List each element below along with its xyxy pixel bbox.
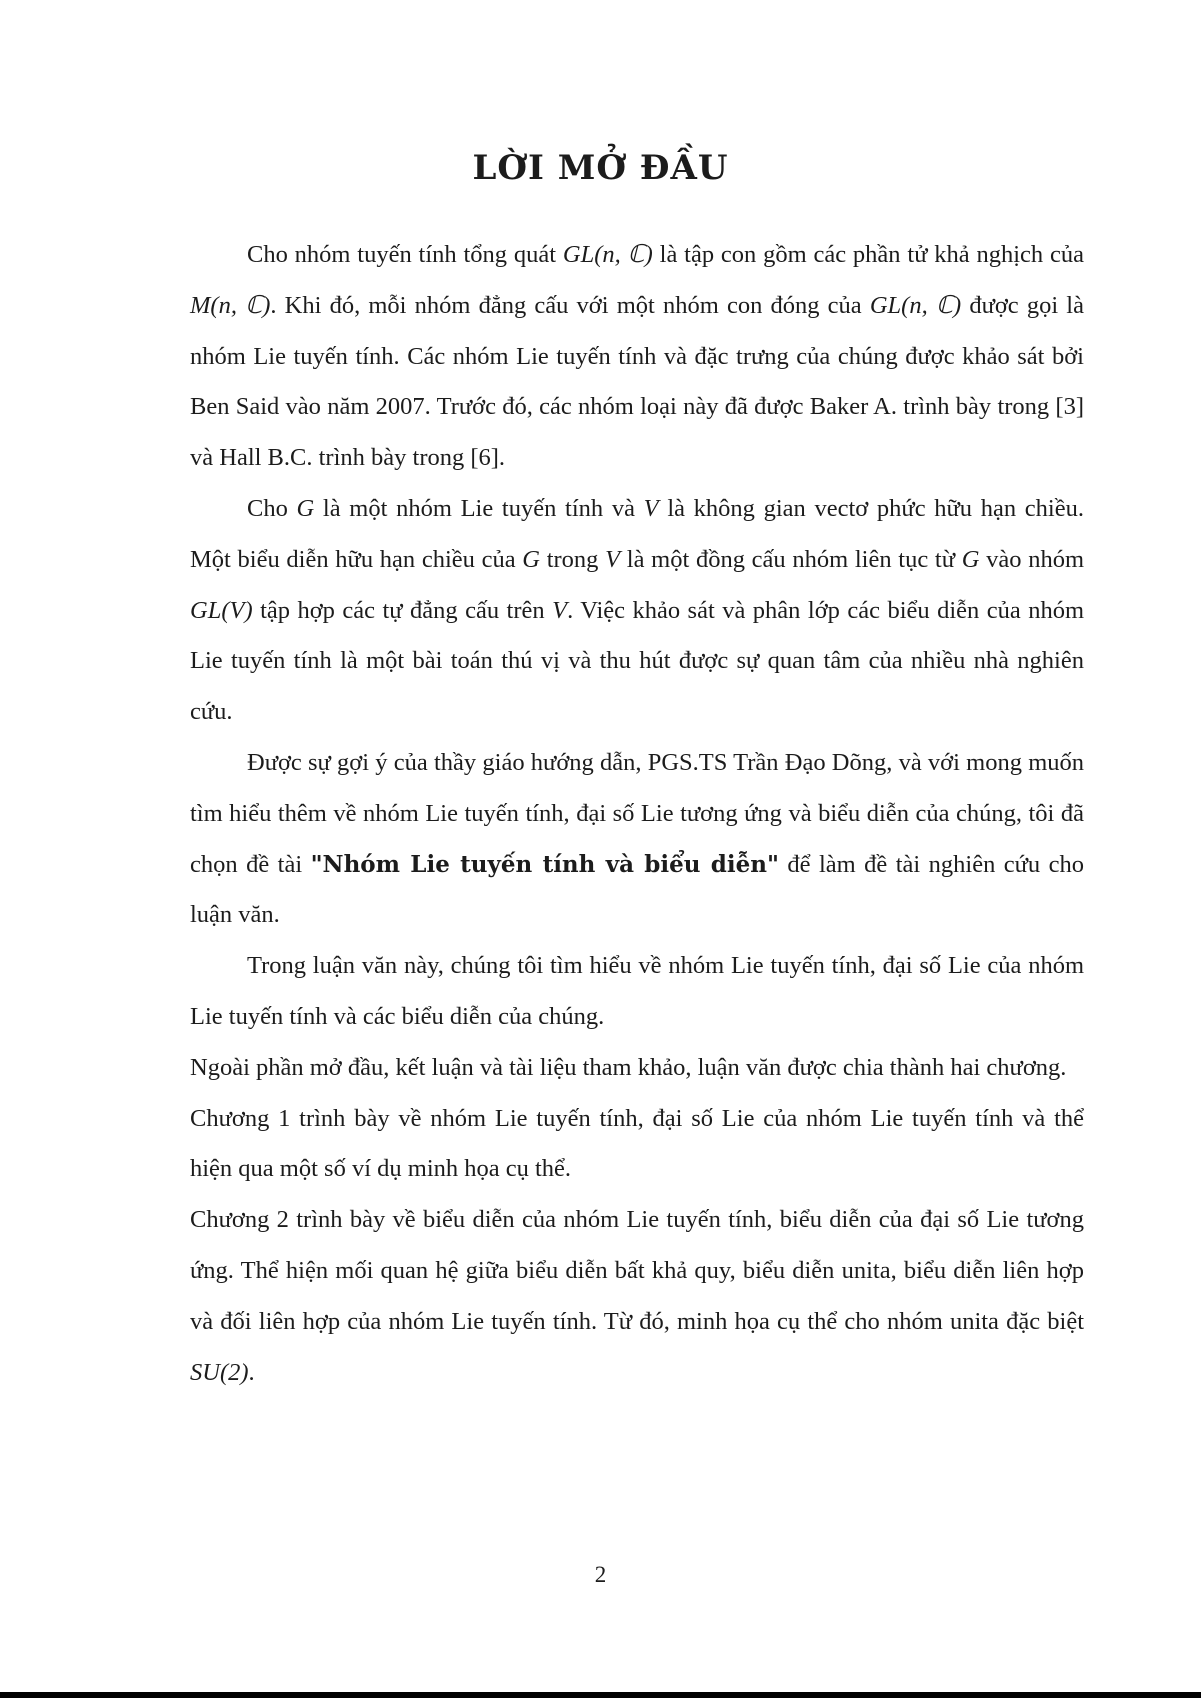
page-title: LỜI MỞ ĐẦU <box>472 148 729 188</box>
text-run: để làm đề tài nghiên cứu cho luận văn. <box>190 850 1084 929</box>
body-text <box>190 230 1084 1398</box>
math-expression: G <box>961 545 980 573</box>
text-run: trong <box>540 545 606 573</box>
bottom-edge-bar <box>0 1692 1201 1698</box>
text-run: là không gian vectơ phức hữu hạn chiều. Một biểu diễn hữu hạn chiều của <box>190 494 1084 573</box>
math-expression: V <box>643 494 659 522</box>
math-expression: GL(V) <box>190 596 253 624</box>
paragraph-3 <box>190 738 1084 941</box>
paragraph-1 <box>190 230 1084 484</box>
text-run: là một nhóm Lie tuyến tính và <box>314 494 644 522</box>
math-expression: V <box>552 596 568 624</box>
text-run: . <box>248 1358 255 1386</box>
math-expression: G <box>522 545 540 573</box>
thesis-title: "Nhóm Lie tuyến tính và biểu diễn" <box>310 850 779 878</box>
text-run: tập hợp các tự đẳng cấu trên <box>252 596 553 624</box>
math-expression: M(n, ℂ) <box>190 291 271 319</box>
paragraph-chapter-2 <box>190 1195 1084 1398</box>
math-expression: GL(n, ℂ) <box>562 241 653 268</box>
text-run: . Khi đó, mỗi nhóm đẳng cấu với một nhóm con đóng của <box>270 291 870 319</box>
paragraph-4: Trong luận văn này, chúng tôi tìm hiểu về nhóm Lie tuyến tính, đại số Lie của nhóm Lie tuyến tính và các biểu diễn của chúng. <box>190 952 1084 1030</box>
paragraph-2 <box>190 484 1084 738</box>
paragraph-5: Ngoài phần mở đầu, kết luận và tài liệu tham khảo, luận văn được chia thành hai chương. <box>190 1053 1067 1081</box>
text-run: Chương 2 trình bày về biểu diễn của nhóm Lie tuyến tính, biểu diễn của đại số Lie tương ứng. Thể hiện mối quan hệ giữa biểu diễn bất khả quy, biểu diễn unita, biểu diễn liên hợp và đối liên hợp của nhóm Lie tuyến tính. Từ đó, minh họa cụ thể cho nhóm unita đặc biệt <box>190 1206 1084 1335</box>
text-run: là một đồng cấu nhóm liên tục từ <box>620 545 962 573</box>
text-run: Cho <box>247 494 297 522</box>
text-run: Được sự gợi ý của thầy giáo hướng dẫn, PGS.TS Trần Đạo Dõng, và với mong muốn tìm hiểu thêm về nhóm Lie tuyến tính, đại số Lie tương ứng và biểu diễn của chúng, tôi đã chọn đề tài <box>190 748 1084 878</box>
text-run: là tập con gồm các phần tử khả nghịch của <box>652 241 1084 268</box>
text-run: . Việc khảo sát và phân lớp các biểu diễn của nhóm Lie tuyến tính là một bài toán thú vị và thu hút được sự quan tâm của nhiều nhà nghiên cứu. <box>190 596 1084 726</box>
page-number: 2 <box>594 1562 607 1587</box>
math-expression: G <box>296 494 315 522</box>
text-run: vào nhóm <box>979 545 1084 573</box>
paragraph-chapter-1: Chương 1 trình bày về nhóm Lie tuyến tính, đại số Lie của nhóm Lie tuyến tính và thể hiện qua một số ví dụ minh họa cụ thể. <box>190 1104 1084 1183</box>
text-run: Cho nhóm tuyến tính tổng quát <box>247 241 563 268</box>
math-expression: GL(n, ℂ) <box>869 291 962 319</box>
text-run: được gọi là nhóm Lie tuyến tính. Các nhóm Lie tuyến tính và đặc trưng của chúng được khảo sát bởi Ben Said vào năm 2007. Trước đó, các nhóm loại này đã được Baker A. trình bày trong [3] và Hall B.C. trình bày trong [6]. <box>190 291 1084 472</box>
math-expression: V <box>605 545 621 573</box>
math-expression: SU(2) <box>190 1358 249 1386</box>
